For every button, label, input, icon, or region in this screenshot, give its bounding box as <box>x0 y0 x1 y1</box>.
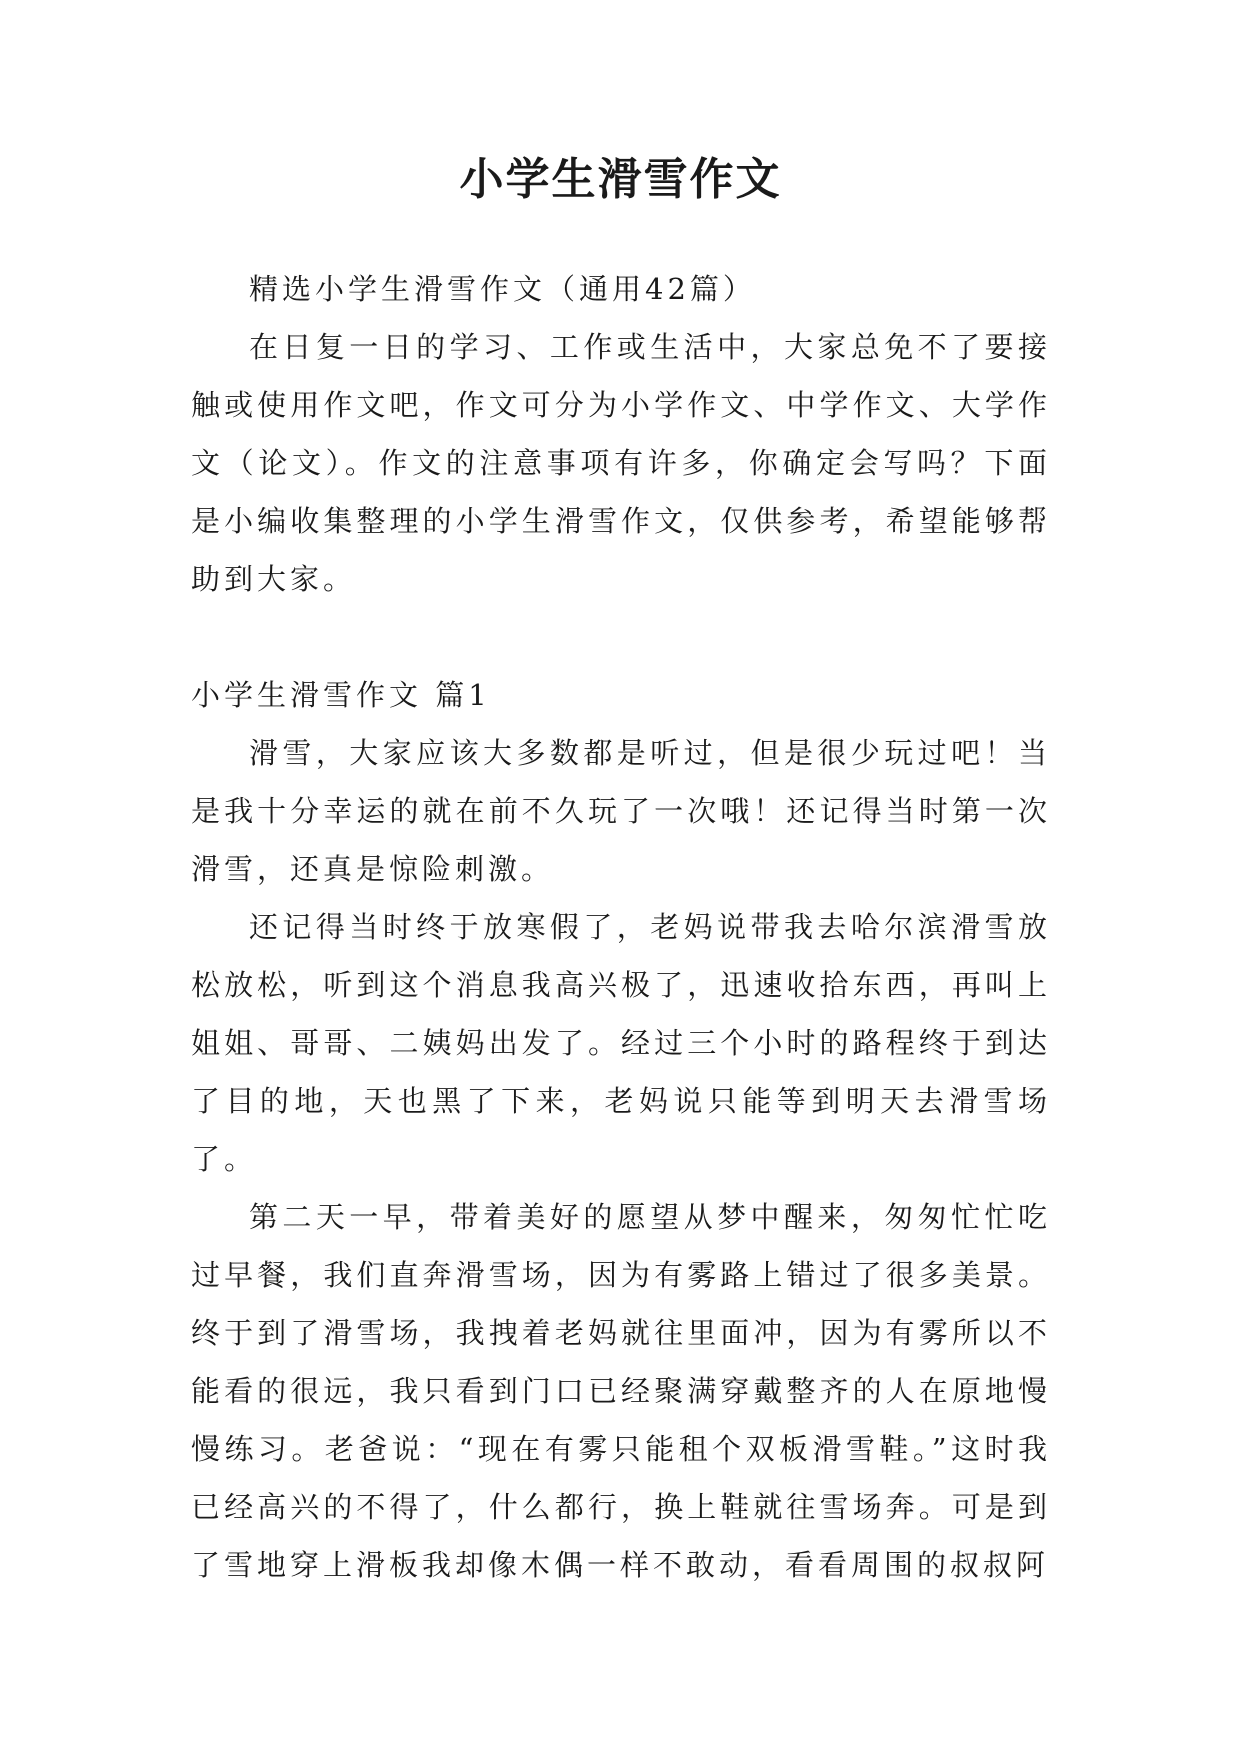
intro-paragraph: 在日复一日的学习、工作或生活中，大家总免不了要接触或使用作文吧，作文可分为小学作文、中学作文、大学作文（论文）。作文的注意事项有许多，你确定会写吗？下面是小编收集整理的小学生滑雪作文，仅供参考，希望能够帮助到大家。 <box>191 330 1051 596</box>
document-title: 小学生滑雪作文 <box>459 154 782 205</box>
document-body <box>191 260 1051 1594</box>
section-paragraph: 第二天一早，带着美好的愿望从梦中醒来，匆匆忙忙吃过早餐，我们直奔滑雪场，因为有雾路上错过了很多美景。终于到了滑雪场，我拽着老妈就往里面冲，因为有雾所以不能看的很远，我只看到门口已经聚满穿戴整齐的人在原地慢慢练习。老爸说：“现在有雾只能租个双板滑雪鞋。”这时我已经高兴的不得了，什么都行，换上鞋就往雪场奔。可是到了雪地穿上滑板我却像木偶一样不敢动，看看周围的叔叔阿 <box>191 1200 1051 1582</box>
section-paragraph: 还记得当时终于放寒假了，老妈说带我去哈尔滨滑雪放松放松，听到这个消息我高兴极了，迅速收拾东西，再叫上姐姐、哥哥、二姨妈出发了。经过三个小时的路程终于到达了目的地，天也黑了下来，老妈说只能等到明天去滑雪场了。 <box>191 910 1051 1176</box>
section-paragraph: 滑雪，大家应该大多数都是听过，但是很少玩过吧！当是我十分幸运的就在前不久玩了一次哦！还记得当时第一次滑雪，还真是惊险刺激。 <box>191 736 1051 886</box>
section-heading: 小学生滑雪作文 篇1 <box>191 678 491 712</box>
document-subtitle: 精选小学生滑雪作文（通用42篇） <box>249 272 756 306</box>
